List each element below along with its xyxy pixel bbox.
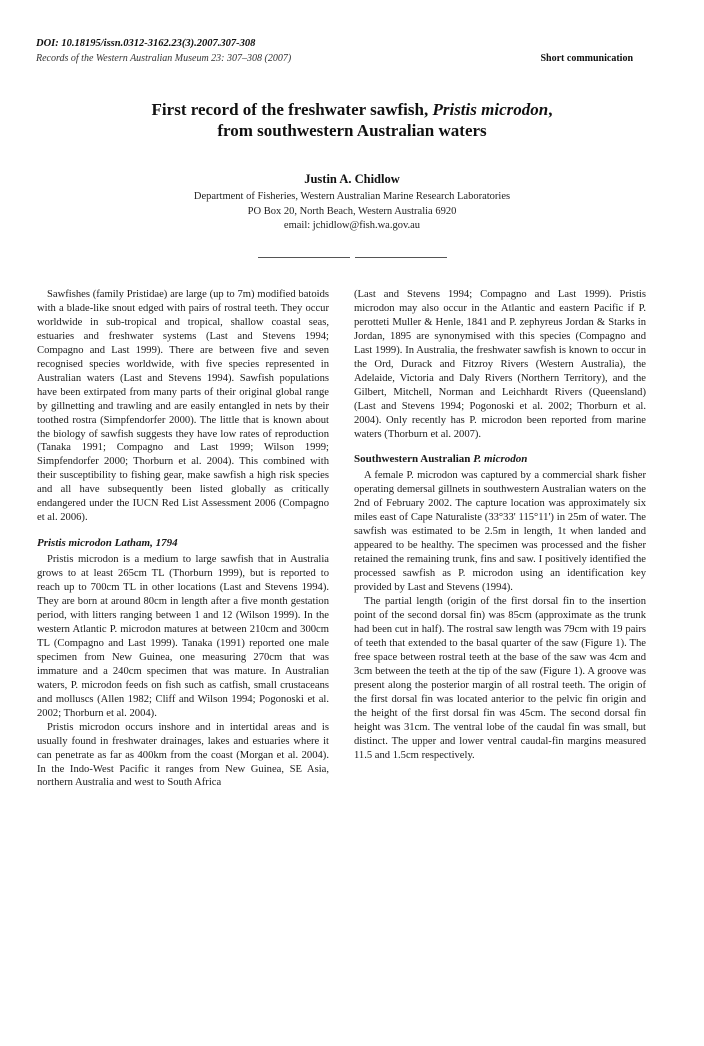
species-paragraph-2: Pristis microdon occurs inshore and in intertidal areas and is usually found in freshwater drainages, lakes and estuaries where it can penetrate as far as 400km from the coast (Morgan et al. 2004). In the Indo-West Pacific it ranges from New Guinea, SE Asia, northern Australia and west to South Africa [37,721,329,789]
affiliation-line-2: PO Box 20, North Beach, Western Australia 6920 [247,205,457,217]
section-label: Short communication [540,53,633,64]
title-species: Pristis microdon [432,100,549,119]
record-heading-species: P. microdon [473,453,528,466]
distribution-paragraph: (Last and Stevens 1994; Compagno and Last 1999). Pristis microdon may also occur in the Atlantic and eastern Pacific if P. perotteti Muller & Henle, 1841 and P. zephyreus Jordan & Starks in Jordan, 1895 are synonymised with this species (Compagno and Last 1999). In Australia, the freshwater sawfish is known to occur in the Ord, Durack and Fitzroy Rivers (Western Australia), the Adelaide, Victoria and Daly Rivers (Northern Territory), and the Gilbert, Mitchell, Norman and Leichhardt Rivers (Queensland) (Last and Stevens 1994; Pogonoski et al. 2002; Thorburn et al. 2004). Only recently has P. microdon been reported from marine waters (Thorburn et al. 2007). [354,289,646,440]
author-email[interactable]: email: jchidlow@fish.wa.gov.au [283,220,421,231]
intro-paragraph: Sawfishes (family Pristidae) are large (up to 7m) modified batoids with a blade-like snout edged with pairs of rostral teeth. They occur worldwide in sub-tropical and tropical, shallow coastal seas, estuaries and freshwater systems (Last and Stevens 1994; Compagno and Last 1999). There are between five and seven recognised species worldwide, with five species represented in Australian waters (Last and Stevens 1994). Sawfish populations have been extirpated from many parts of their original global range by gillnetting and trawling and are easily entangled in nets by their toothed rostra (Simpfendorfer 2000). The little that is known about the biology of sawfish suggests they have low rates of reproduction (Tanaka 1991; Compagno and Last 1999; Wilson 1999; Simpfendorfer 2000; Thorburn et al. 2004). This combined with their susceptibility to fishing gear, make sawfish a high risk species and all have subsequently been listed globally as critically endangered under the IUCN Red List Assessment 2006 (Compagno et al. 2006). [37,289,329,524]
doi-text[interactable]: DOI: 10.18195/issn.0312-3162.23(3).2007.307-308 [36,38,256,49]
divider-rule-left [258,257,350,258]
capture-paragraph: A female P. microdon was captured by a commercial shark fisher operating demersal gillnets in southwestern Australian waters on the 2nd of February 2002. The capture location was approximately six miles east of Cape Naturaliste (33°33' 115°11') in 25m of water. The sawfish was estimated to be 2.5m in length, 1t when landed and appeared to be healthy. The specimen was processed and the fisher retained the remaining trunk, fins and saw. I positively identified the processed sawfish as P. microdon using an identification key provided by Last and Stevens (1994). [354,470,646,594]
affiliation-line-1: Department of Fisheries, Western Australian Marine Research Laboratories [193,191,511,202]
left-column [37,288,329,790]
article-title [0,99,704,141]
measurement-paragraph: The partial length (origin of the first dorsal fin to the insertion point of the second dorsal fin) was 85cm (approximate as the trunk had been cut in half). The rostral saw length was 79cm with 19 pairs of teeth that extended to the basal quarter of the saw (Figure 1). The free space between rostral teeth at the base of the saw was 4cm and 3cm between the teeth at the tip of the saw (Figure 1). A groove was present along the posterior margin of all rostral teeth. The origin of the first dorsal fin was located anterior to the pelvic fin origin and the height of the first dorsal fin was 45cm. The second dorsal fin height was 31cm. The ventral lobe of the caudal fin was small, but distinct. The upper and lower ventral caudal-fin margins measured 11.5 and 1.5cm respectively. [354,596,646,761]
author-name: Justin A. Chidlow [304,172,400,186]
species-paragraph-1: Pristis microdon is a medium to large sawfish that in Australia grows to at least 265cm TL (Thorburn 1999), but is reported to reach up to 700cm TL in other locations (Last and Stevens 1994). They are born at around 80cm in length after a five month gestation period, with litters ranging between 1 and 12 (Wilson 1999). In the western Atlantic P. microdon matures at between 210cm and 300cm TL (Compagno and Last 1999). Tanaka (1991) reported one male specimen from New Guinea, one measuring 270cm that was immature and a 240cm specimen that was mature. In Australian waters, P. microdon feeds on fish such as catfish, small crustaceans and molluscs (Allen 1982; Cliff and Wilson 1994; Pogonoski et al. 2002; Thorburn et al. 2004). [37,554,329,719]
right-column [354,288,646,763]
record-heading-prefix: Southwestern Australian [354,453,474,466]
title-line-1 [0,99,704,120]
title-prefix: First record of the freshwater sawfish, [151,100,433,119]
journal-citation: Records of the Western Australian Museum 23: 307–308 (2007) [36,53,292,64]
record-heading [354,452,646,466]
author-affiliation [0,190,704,234]
species-heading: Pristis microdon Latham, 1794 [37,537,178,550]
title-line-2: from southwestern Australian waters [217,121,487,140]
title-suffix: , [548,100,553,119]
divider-rule-right [355,257,447,258]
